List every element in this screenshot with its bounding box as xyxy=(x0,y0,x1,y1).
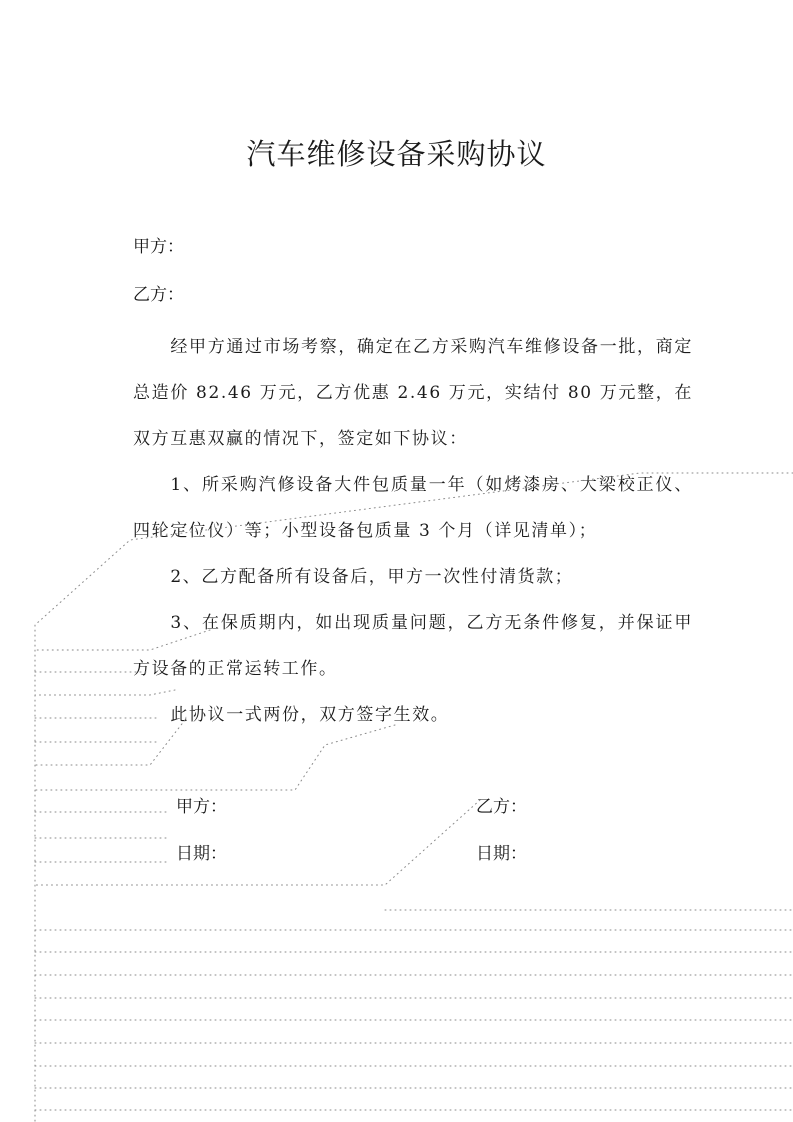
signature-party-a: 甲方： xyxy=(176,797,227,817)
clause-3: 3、在保质期内，如出现质量问题，乙方无条件修复，并保证甲方设备的正常运转工作。 xyxy=(133,613,693,679)
party-a-label: 甲方： xyxy=(133,237,184,257)
signature-date-b: 日期： xyxy=(476,844,527,864)
signature-date-a: 日期： xyxy=(176,844,227,864)
clause-2: 2、乙方配备所有设备后，甲方一次性付清货款； xyxy=(170,567,574,587)
intro-paragraph: 经甲方通过市场考察，确定在乙方采购汽车维修设备一批，商定总造价 82.46 万元，乙方优惠 2.46 万元，实结付 80 万元整，在双方互惠双赢的情况下，签定如下协议： xyxy=(133,337,693,449)
signature-party-b: 乙方： xyxy=(476,797,527,817)
effectiveness-clause: 此协议一式两份，双方签字生效。 xyxy=(170,705,450,725)
party-b-label: 乙方： xyxy=(133,285,184,305)
document-title: 汽车维修设备采购协议 xyxy=(246,137,547,171)
clause-1: 1、所采购汽修设备大件包质量一年（如烤漆房、大梁校正仪、四轮定位仪）等；小型设备包质量 3 个月（详见清单）； xyxy=(133,475,693,541)
agreement-body xyxy=(133,324,693,738)
